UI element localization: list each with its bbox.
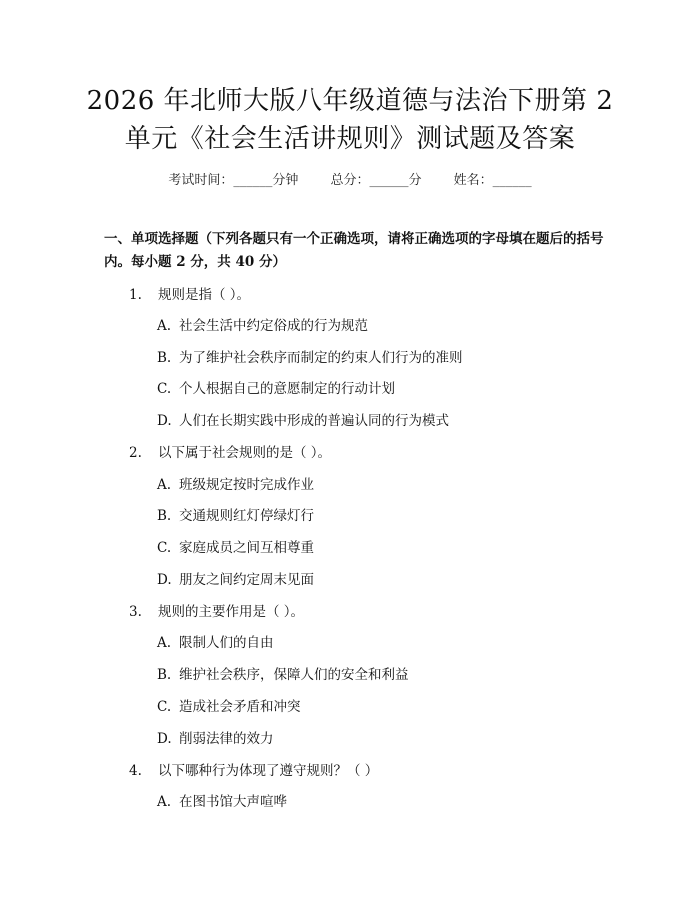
option-letter: D. (157, 413, 172, 429)
question-3-option-a (157, 631, 274, 651)
option-text: 交通规则红灯停绿灯行 (179, 508, 314, 524)
option-text: 为了维护社会秩序而制定的约束人们行为的准则 (179, 350, 463, 366)
question-text: 以下属于社会规则的是（ ）。 (158, 445, 332, 461)
question-1-option-a (157, 314, 368, 334)
question-3-option-d (157, 727, 274, 747)
option-text: 在图书馆大声喧哗 (179, 794, 287, 810)
option-letter: B. (157, 350, 172, 366)
option-text: 班级规定按时完成作业 (179, 477, 314, 493)
option-letter: B. (157, 667, 172, 683)
question-number: 4. (129, 763, 142, 779)
option-letter: B. (157, 508, 172, 524)
question-2-option-b (157, 504, 314, 524)
exam-name-field: 姓名：______ (453, 173, 532, 188)
question-text: 以下哪种行为体现了遵守规则？（ ） (158, 763, 379, 779)
option-letter: A. (157, 794, 172, 810)
option-text: 限制人们的自由 (179, 635, 274, 651)
question-number: 3. (129, 604, 142, 620)
option-text: 造成社会矛盾和冲突 (179, 699, 301, 715)
option-text: 人们在长期实践中形成的普遍认同的行为模式 (179, 413, 449, 429)
question-text: 规则的主要作用是（ ）。 (158, 604, 305, 620)
title-line-2: 单元《社会生活讲规则》测试题及答案 (124, 124, 576, 154)
exam-meta (0, 169, 700, 188)
question-3 (129, 600, 304, 620)
title-line-1: 2026 年北师大版八年级道德与法治下册第 2 (86, 86, 614, 116)
question-3-option-c (157, 695, 301, 715)
option-letter: D. (157, 572, 172, 588)
question-2-option-c (157, 536, 314, 556)
option-letter: A. (157, 318, 172, 334)
question-1-option-b (157, 346, 463, 366)
option-letter: D. (157, 731, 172, 747)
option-letter: C. (157, 699, 172, 715)
exam-time-field: 考试时间：______分钟 (168, 173, 299, 188)
exam-score-field: 总分：______分 (330, 173, 422, 188)
section-heading-single-choice: 一、单项选择题（下列各题只有一个正确选项，请将正确选项的字母填在题后的括号内。每小题 2 分，共 40 分） (104, 231, 604, 270)
option-letter: A. (157, 635, 172, 651)
option-letter: A. (157, 477, 172, 493)
question-1-option-c (157, 377, 395, 397)
option-text: 削弱法律的效力 (179, 731, 274, 747)
question-2-option-d (157, 568, 314, 588)
question-1 (129, 283, 250, 303)
option-text: 维护社会秩序，保障人们的安全和利益 (179, 667, 409, 683)
option-letter: C. (157, 381, 172, 397)
question-2 (129, 441, 331, 461)
question-2-option-a (157, 473, 314, 493)
question-number: 2. (129, 445, 142, 461)
option-text: 个人根据自己的意愿制定的行动计划 (179, 381, 395, 397)
option-letter: C. (157, 540, 172, 556)
option-text: 家庭成员之间互相尊重 (179, 540, 314, 556)
question-1-option-d (157, 409, 449, 429)
option-text: 朋友之间约定周末见面 (179, 572, 314, 588)
question-text: 规则是指（ ）。 (158, 287, 251, 303)
question-3-option-b (157, 663, 409, 683)
document-title (40, 82, 660, 158)
question-4-option-a (157, 790, 287, 810)
question-4 (129, 759, 378, 779)
question-number: 1. (129, 287, 142, 303)
option-text: 社会生活中约定俗成的行为规范 (179, 318, 368, 334)
